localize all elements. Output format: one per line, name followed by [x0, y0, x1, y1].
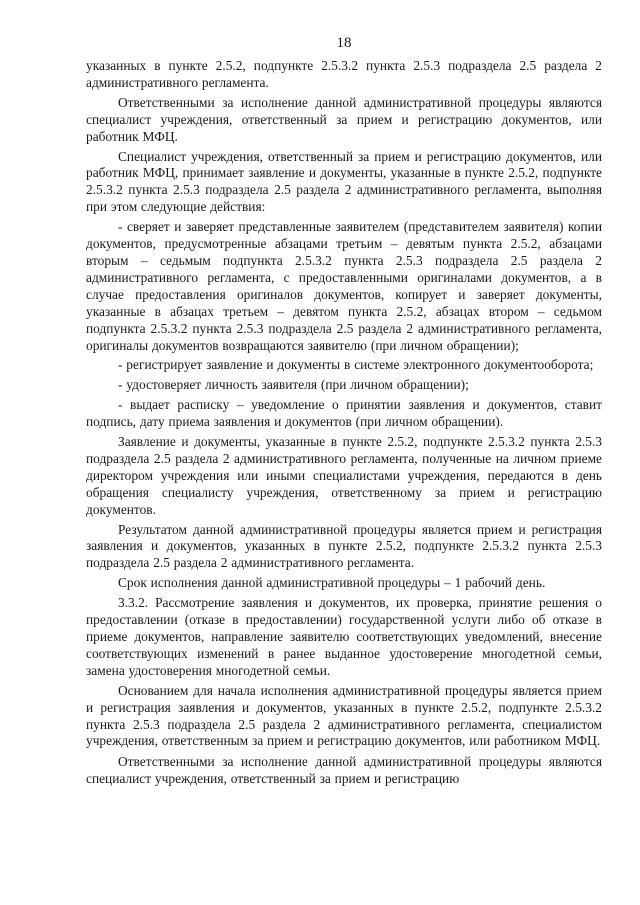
paragraph-result: Результатом данной административной процедуры является прием и регистрация заявления и документов, указанных в пункте 2.5.2, подпункте 2.5.3.2 пункта 2.5.3 подраздела 2.5 раздела 2 административного регламента. — [86, 521, 602, 571]
paragraph-deadline: Срок исполнения данной административной процедуры – 1 рабочий день. — [118, 575, 546, 591]
list-item-receipt: - выдает расписку – уведомление о принятии заявления и документов, ставит подпись, дату приема заявления и документов (при личном обращении). — [86, 397, 602, 430]
paragraph-responsible-2: Ответственными за исполнение данной административной процедуры являются специалист учреждения, ответственный за прием и регистрацию — [86, 754, 602, 787]
list-item-register: - регистрирует заявление и документы в системе электронного документооборота; — [118, 357, 594, 373]
page-body — [86, 58, 602, 788]
paragraph-specialist-actions: Специалист учреждения, ответственный за прием и регистрацию документов, или работник МФЦ, принимает заявление и документы, указанные в пункте 2.5.2, подпункте 2.5.3.2 пункта 2.5.3 подраздела 2.5 раздела 2 административного регламента, выполняя при этом следующие действия: — [86, 148, 602, 215]
list-item-verify-copies: - сверяет и заверяет представленные заявителем (представителем заявителя) копии документов, предусмотренные абзацами третьим – девятым пункта 2.5.2, абзацами вторым – седьмым подпункта 2.5.3.2 пункта 2.5.3 подраздела 2.5 раздела 2 административного регламента, с предоставленными оригиналами документов, а в случае предоставления оригиналов документов, копирует и заверяет документы, указанные в абзацах третьем – девятом пункта 2.5.2, абзацах втором – седьмом подпункта 2.5.3.2 пункта 2.5.3 подраздела 2.5 раздела 2 административного регламента, оригиналы документов возвращаются заявителю (при личном обращении); — [86, 219, 602, 353]
paragraph-responsible: Ответственными за исполнение данной административной процедуры являются специалист учреждения, ответственный за прием и регистрацию документов, или работник МФЦ. — [86, 94, 602, 144]
page-number: 18 — [336, 35, 352, 51]
paragraph-basis: Основанием для начала исполнения административной процедуры является прием и регистрация заявления и документов, указанных в пункте 2.5.2, подпункте 2.5.3.2 пункта 2.5.3 подраздела 2.5 раздела 2 административного регламента, специалистом учреждения, ответственным за прием и регистрацию документов, или работником МФЦ. — [86, 682, 602, 749]
document-page — [86, 0, 602, 905]
paragraph-director-reception: Заявление и документы, указанные в пункте 2.5.2, подпункте 2.5.3.2 пункта 2.5.3 подраздела 2.5 раздела 2 административного регламента, полученные на личном приеме директором учреждения или иными специалистами учреждения, передаются в день обращения специалисту учреждения, ответственному за прием и регистрацию документов. — [86, 434, 602, 517]
list-item-identity: - удостоверяет личность заявителя (при личном обращении); — [118, 377, 469, 393]
section-heading-3-3-2: 3.3.2. Рассмотрение заявления и документов, их проверка, принятие решения о предоставлении (отказе в предоставлении) государственной услуги либо об отказе в приеме документов, направление заявителю соответствующих уведомлений, внесение соответствующих изменений в ранее выданное удостоверение многодетной семьи, замена удостоверения многодетной семьи. — [86, 595, 602, 678]
paragraph-continuation: указанных в пункте 2.5.2, подпункте 2.5.3.2 пункта 2.5.3 подраздела 2.5 раздела 2 административного регламента. — [86, 58, 602, 90]
